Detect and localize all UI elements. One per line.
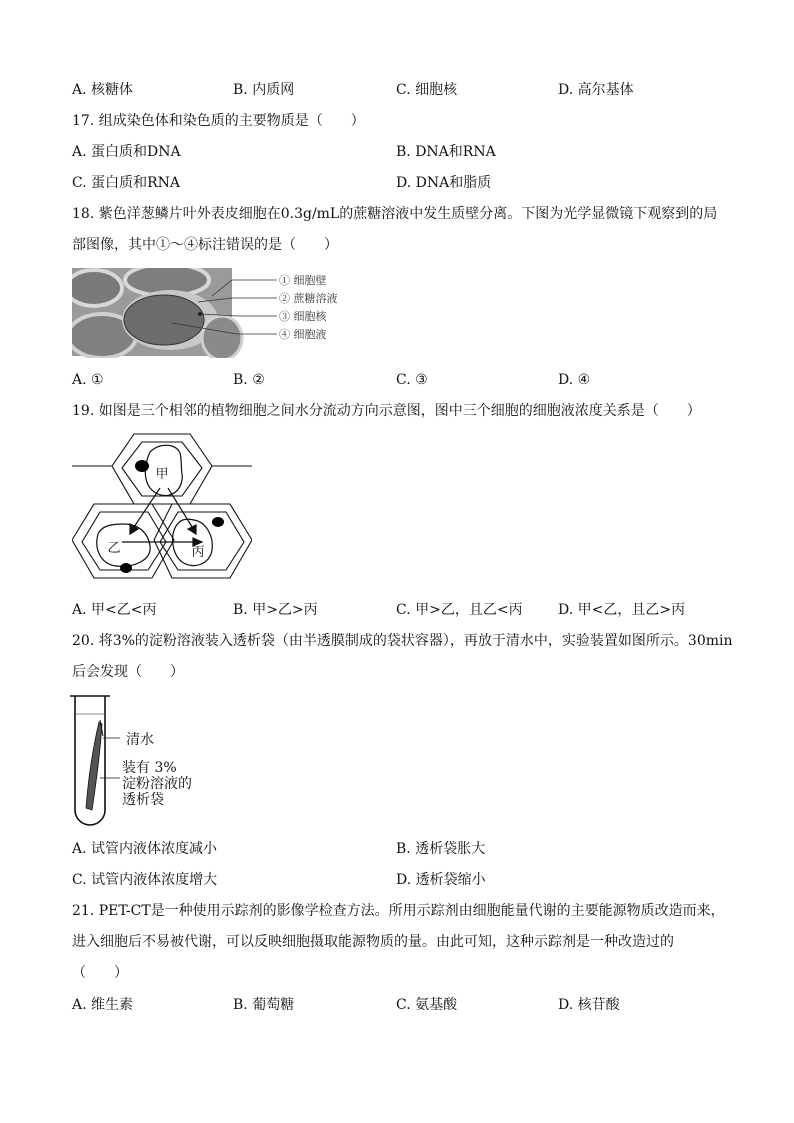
nucleus-yi (120, 563, 132, 573)
q20-stem-line1: 20. 将3%的淀粉溶液装入透析袋（由半透膜制成的袋状容器），再放于清水中，实验装置如图所示。30min (72, 633, 733, 649)
q20-option-c: C. 试管内液体浓度增大 (72, 872, 218, 888)
q20-stem-line2: 后会发现（ ） (72, 664, 184, 680)
q18-option-b: B. ② (233, 372, 265, 388)
q17-option-c: C. 蛋白质和RNA (72, 175, 181, 191)
label-4: ④ 细胞液 (279, 328, 327, 341)
hex-outer-right (154, 504, 252, 578)
q17-option-a: A. 蛋白质和DNA (72, 144, 181, 160)
q17-option-d: D. DNA和脂质 (396, 175, 492, 191)
cell-lower-right (202, 316, 242, 358)
q21-option-c: C. 氨基酸 (396, 997, 458, 1013)
arrow-jia-to-yi (132, 488, 160, 530)
q18-option-d: D. ④ (558, 372, 591, 388)
label-bag-line1: 装有 3% (122, 760, 177, 776)
q18-stem-line2: 部图像，其中①～④标注错误的是（ ） (72, 237, 338, 253)
arrow-jia-to-bing (168, 488, 194, 530)
label-2: ② 蔗糖溶液 (279, 292, 338, 305)
nucleus-jia (135, 460, 149, 472)
q16-option-c: C. 细胞核 (396, 82, 458, 98)
q19-stem: 19. 如图是三个相邻的植物细胞之间水分流动方向示意图，图中三个细胞的细胞液浓度关系是（ ） (72, 403, 701, 419)
water-flow-arrows (122, 488, 202, 546)
q20-test-tube-figure (70, 692, 210, 832)
protoplast (124, 295, 204, 345)
q17-stem: 17. 组成染色体和染色质的主要物质是（ ） (72, 113, 365, 129)
q18-stem-line1: 18. 紫色洋葱鳞片叶外表皮细胞在0.3g/mL的蔗糖溶液中发生质壁分离。下图为光学显微镜下观察到的局 (72, 206, 718, 222)
label-jia: 甲 (155, 467, 169, 482)
q20-option-a: A. 试管内液体浓度减小 (72, 841, 218, 857)
q21-option-d: D. 核苷酸 (558, 997, 620, 1013)
q19-option-b: B. 甲>乙>丙 (233, 602, 318, 618)
label-1: ① 细胞壁 (279, 274, 327, 287)
q21-stem-line1: 21. PET-CT是一种使用示踪剂的影像学检查方法。所用示踪剂由细胞能量代谢的主要能源物质改造而来， (72, 903, 725, 919)
q18-micrograph-figure (72, 268, 342, 358)
q21-option-a: A. 维生素 (72, 997, 134, 1013)
q19-option-c: C. 甲>乙，且乙<丙 (396, 602, 523, 618)
dialysis-bag (86, 722, 102, 810)
nucleus-dot (198, 312, 202, 316)
q21-option-b: B. 葡萄糖 (233, 997, 295, 1013)
q19-cell-diagram (72, 430, 252, 590)
q21-stem-line3: （ ） (72, 965, 128, 981)
q18-option-c: C. ③ (396, 372, 428, 388)
q19-option-d: D. 甲<乙，且乙>丙 (558, 602, 686, 618)
label-yi: 乙 (107, 541, 121, 556)
q20-option-b: B. 透析袋胀大 (396, 841, 486, 857)
cell-upper-left (72, 270, 122, 306)
label-bag-line2: 淀粉溶液的 (122, 776, 192, 792)
label-bing: 丙 (191, 545, 205, 560)
label-3: ③ 细胞核 (279, 310, 327, 323)
nucleus-bing (212, 517, 224, 527)
q18-option-a: A. ① (72, 372, 104, 388)
q16-option-b: B. 内质网 (233, 82, 295, 98)
q16-option-d: D. 高尔基体 (558, 82, 634, 98)
arrow-head-jia-to-bing (188, 525, 196, 534)
q20-option-d: D. 透析袋缩小 (396, 872, 486, 888)
label-water: 清水 (126, 732, 154, 748)
q16-option-a: A. 核糖体 (72, 82, 134, 98)
hex-inner-left (82, 512, 166, 570)
q21-stem-line2: 进入细胞后不易被代谢，可以反映细胞摄取能源物质的量。由此可知，这种示踪剂是一种改造过的 (72, 934, 674, 950)
q17-option-b: B. DNA和RNA (396, 144, 496, 160)
label-bag-line3: 透析袋 (122, 792, 164, 808)
hex-grid (72, 434, 252, 578)
vacuole-yi (97, 524, 150, 566)
q19-option-a: A. 甲<乙<丙 (72, 602, 157, 618)
